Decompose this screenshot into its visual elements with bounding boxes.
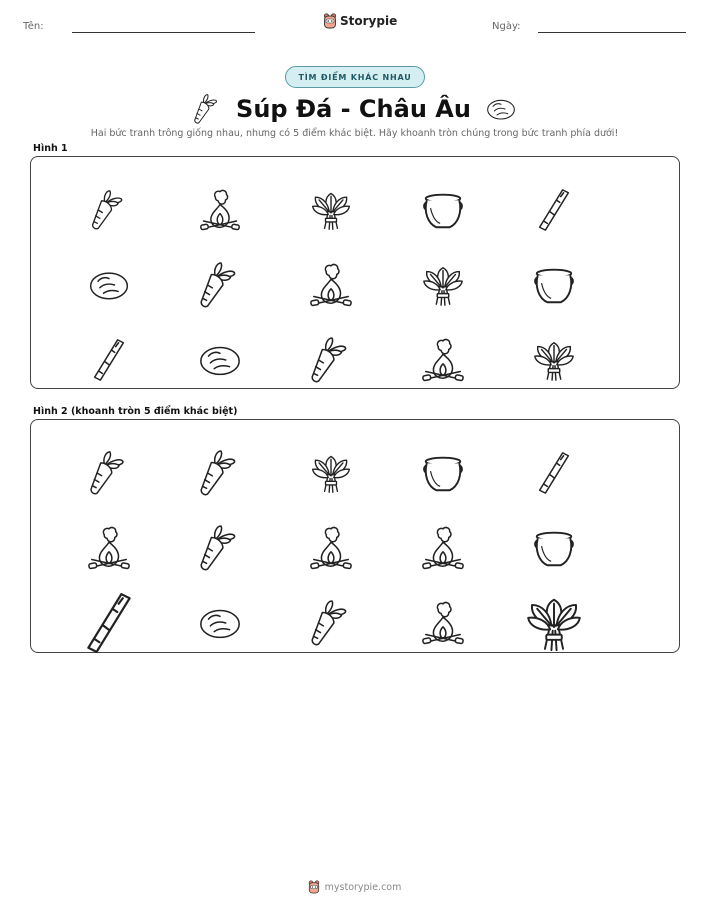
wooden-stick-icon[interactable] xyxy=(514,440,594,506)
campfire-icon[interactable] xyxy=(403,590,483,656)
carrot-icon[interactable] xyxy=(69,440,149,506)
date-label: Ngày: xyxy=(492,21,521,32)
wooden-stick-icon[interactable] xyxy=(69,590,149,656)
carrot-icon[interactable] xyxy=(180,440,260,506)
leafy-greens-icon[interactable] xyxy=(291,440,371,506)
campfire-icon xyxy=(180,177,260,243)
campfire-icon xyxy=(403,327,483,393)
picture2-label: Hình 2 (khoanh tròn 5 điểm khác biệt) xyxy=(33,406,238,417)
activity-badge: TÌM ĐIỂM KHÁC NHAU xyxy=(285,66,425,88)
name-label: Tên: xyxy=(23,21,44,32)
cauldron-pot-icon[interactable] xyxy=(403,440,483,506)
picture2-frame[interactable] xyxy=(30,419,680,653)
wooden-stick-icon xyxy=(69,327,149,393)
carrot-icon xyxy=(291,327,371,393)
carrot-icon xyxy=(192,94,222,124)
carrot-icon[interactable] xyxy=(291,590,371,656)
campfire-icon[interactable] xyxy=(291,515,371,581)
title-row xyxy=(0,91,709,127)
leafy-greens-icon xyxy=(291,177,371,243)
bread-icon xyxy=(485,93,517,125)
footer-url: mystorypie.com xyxy=(324,881,402,893)
wooden-stick-icon xyxy=(514,177,594,243)
leafy-greens-icon xyxy=(514,327,594,393)
brand-name: Storypie xyxy=(340,14,398,28)
carrot-icon xyxy=(69,177,149,243)
bread-loaf-icon xyxy=(69,252,149,318)
date-field[interactable] xyxy=(538,32,686,33)
picture1-frame xyxy=(30,156,680,389)
leafy-greens-icon[interactable] xyxy=(514,590,594,656)
cauldron-pot-icon[interactable] xyxy=(514,515,594,581)
campfire-icon[interactable] xyxy=(403,515,483,581)
leafy-greens-icon xyxy=(403,252,483,318)
brand-logo xyxy=(323,13,397,29)
storypie-mascot-icon xyxy=(323,13,337,29)
footer xyxy=(0,880,709,894)
bread-loaf-icon xyxy=(180,327,260,393)
name-field[interactable] xyxy=(72,32,255,33)
campfire-icon[interactable] xyxy=(69,515,149,581)
instructions: Hai bức tranh trông giống nhau, nhưng có 5 điểm khác biệt. Hãy khoanh tròn chúng trong bức tranh phía dưới! xyxy=(90,128,619,139)
bread-loaf-icon[interactable] xyxy=(180,590,260,656)
storypie-mascot-icon xyxy=(308,880,320,894)
carrot-icon xyxy=(180,252,260,318)
page-title: Súp Đá - Châu Âu xyxy=(236,95,471,123)
picture1-label: Hình 1 xyxy=(33,143,68,154)
carrot-icon[interactable] xyxy=(180,515,260,581)
cauldron-pot-icon xyxy=(514,252,594,318)
cauldron-pot-icon xyxy=(403,177,483,243)
campfire-icon xyxy=(291,252,371,318)
